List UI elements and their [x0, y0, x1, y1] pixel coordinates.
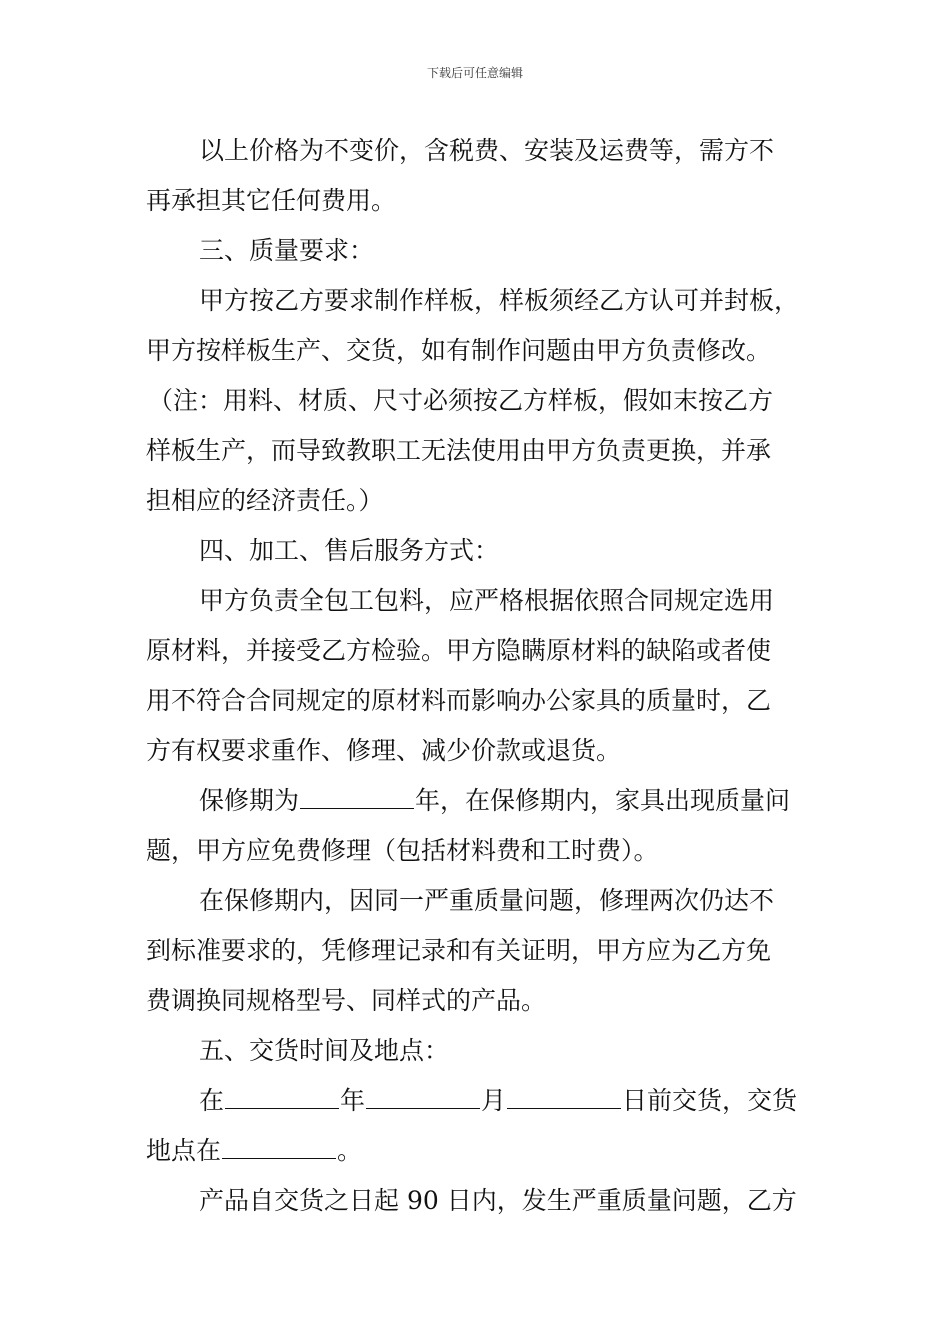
paragraph-line: （注：用料、材质、尺寸必须按乙方样板，假如末按乙方 [148, 386, 774, 415]
blank-field [300, 788, 414, 809]
line-text: 地点在 [146, 1136, 222, 1165]
section-heading: 五、交货时间及地点： [199, 1036, 450, 1065]
line-text: 保修期为 [199, 786, 300, 815]
paragraph-line: 甲方按乙方要求制作样板，样板须经乙方认可并封板， [199, 286, 800, 315]
warranty-line [146, 776, 808, 826]
paragraph-line: 方有权要求重作、修理、减少价款或退货。 [146, 736, 622, 765]
paragraph-line: 题，甲方应免费修理（包括材料费和工时费）。 [146, 836, 659, 865]
section-heading: 三、质量要求： [199, 236, 375, 265]
paragraph-line: 样板生产，而导致教职工无法使用由甲方负责更换，并承 [146, 436, 772, 465]
paragraph-line: 产品自交货之日起 90 日内，发生严重质量问题，乙方 [199, 1186, 797, 1215]
delivery-place-line [146, 1126, 808, 1176]
line-text: 月 [481, 1086, 507, 1115]
paragraph-line: 甲方负责全包工包料，应严格根据依照合同规定选用 [199, 586, 775, 615]
page-header: 下载后可任意编辑 [426, 66, 523, 80]
blank-field [366, 1088, 480, 1109]
paragraph-line: 原材料，并接受乙方检验。甲方隐瞒原材料的缺陷或者使 [146, 636, 772, 665]
paragraph-line: 以上价格为不变价，含税费、安装及运费等，需方不 [199, 136, 775, 165]
line-text: 。 [337, 1136, 363, 1165]
paragraph-line: 费调换同规格型号、同样式的产品。 [146, 986, 547, 1015]
blank-field [222, 1138, 336, 1159]
line-text: 日前交货，交货 [622, 1086, 798, 1115]
section-heading: 四、加工、售后服务方式： [199, 536, 500, 565]
paragraph-line: 用不符合合同规定的原材料而影响办公家具的质量时，乙 [146, 686, 772, 715]
paragraph-line: 担相应的经济责任。） [146, 486, 384, 515]
paragraph-line: 甲方按样板生产、交货，如有制作问题由甲方负责修改。 [146, 336, 772, 365]
line-text: 年，在保修期内，家具出现质量问 [415, 786, 791, 815]
blank-field [225, 1088, 339, 1109]
line-text: 年 [340, 1086, 366, 1115]
delivery-date-line [146, 1076, 808, 1126]
paragraph-line: 在保修期内，因同一严重质量问题，修理两次仍达不 [199, 886, 775, 915]
document-body [146, 126, 808, 1226]
paragraph-line: 到标准要求的，凭修理记录和有关证明，甲方应为乙方免 [146, 936, 772, 965]
blank-field [507, 1088, 621, 1109]
paragraph-line: 再承担其它任何费用。 [146, 186, 397, 215]
line-text: 在 [199, 1086, 225, 1115]
